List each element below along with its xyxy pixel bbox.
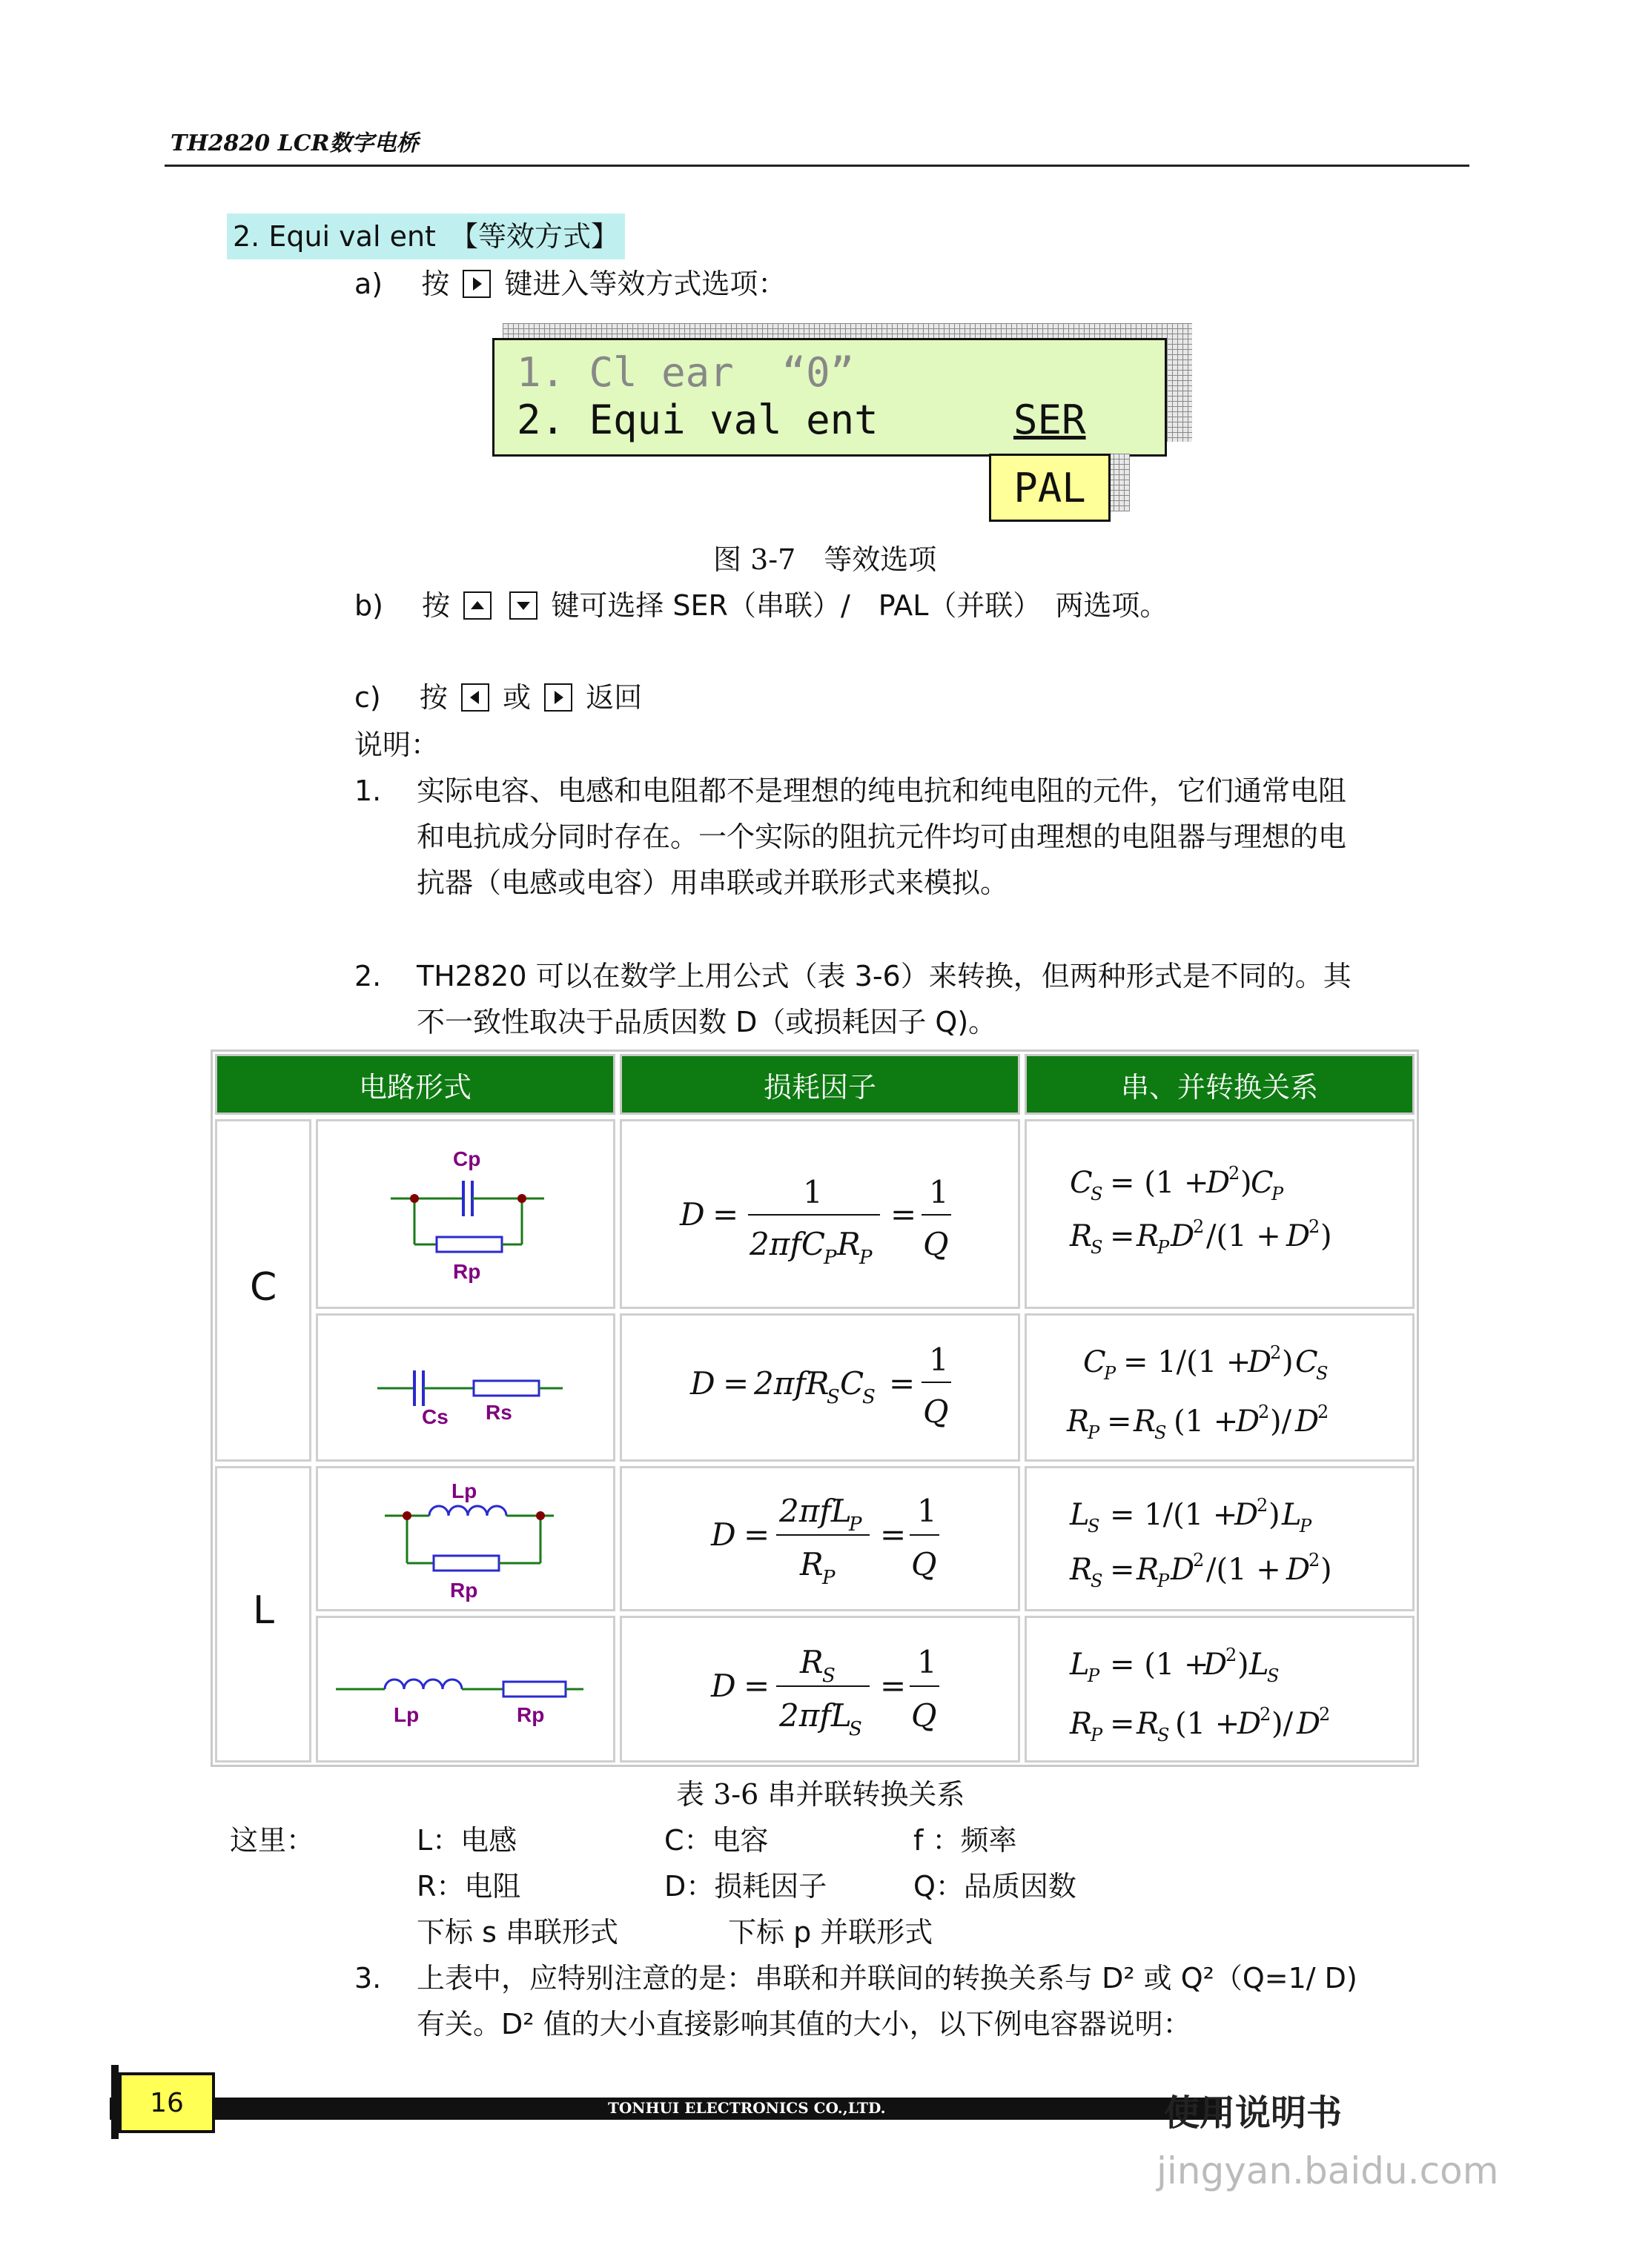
svg-text:Q: Q [911,1697,937,1734]
table-header-conversion: 串、并转换关系 [1025,1054,1415,1115]
svg-text:=: = [1107,1405,1132,1439]
svg-text:S: S [1088,1516,1100,1536]
series-rl-circuit-icon [318,1618,615,1762]
note2-line1: TH2820 可以在数学上用公式（表 3-6）来转换，但两种形式是不同的。其 [417,960,1352,992]
svg-text:1: 1 [803,1174,823,1210]
svg-text:P: P [1091,1725,1103,1745]
svg-text:2: 2 [1319,1704,1331,1725]
svg-text:D: D [1203,1648,1228,1682]
header-title: TH2820 LCR数字电桥 [171,130,419,156]
step-c [354,674,642,720]
svg-text:D: D [1171,1219,1195,1253]
svg-text:C: C [840,1365,864,1402]
svg-text:2: 2 [1309,1550,1320,1571]
svg-text:R: R [800,1644,824,1680]
step-b-post: 键可选择 SER（串联）/ PAL（并联） 两选项。 [551,589,1168,622]
note3-line1: 上表中，应特别注意的是：串联和并联间的转换关系与 D² 或 Q²（Q=1/ D) [417,1962,1357,1995]
svg-text:S: S [827,1386,840,1408]
footer-tab [111,2065,119,2139]
svg-text:D: D [1248,1345,1272,1379]
svg-text:D: D [1237,1707,1262,1741]
label-rp-l: Rp [450,1579,478,1602]
svg-text:=: = [744,1668,770,1704]
legend-c: C：电容 [664,1824,769,1857]
svg-text:1: 1 [917,1644,937,1680]
svg-text:L: L [1070,1648,1090,1682]
svg-text:): ) [1320,1553,1332,1587]
svg-text:/(1 +: /(1 + [1206,1219,1281,1253]
note1-line3: 抗器（电感或电容）用串联或并联形式来模拟。 [417,866,1009,899]
svg-text:P: P [849,1513,862,1536]
svg-text:2: 2 [1270,1342,1282,1363]
footer-manual-title: 使用说明书 [1164,2092,1343,2134]
svg-text:D: D [1286,1219,1311,1253]
label-rp: Rp [453,1260,481,1283]
svg-text:D: D [690,1365,715,1402]
svg-text:D: D [680,1196,705,1233]
svg-text:2: 2 [1193,1550,1205,1571]
svg-text:P: P [1157,1237,1170,1258]
svg-text:C: C [1083,1345,1106,1379]
right-key-icon [463,270,491,298]
circuit-cell-ls [316,1616,615,1763]
svg-text:S: S [1091,1237,1103,1258]
label-rp-s: Rp [517,1703,545,1726]
svg-text:= 1/(1 +: = 1/(1 + [1110,1498,1238,1532]
svg-text:D: D [1206,1166,1231,1200]
lcd-line1: 1. Cl ear “0” [517,349,855,396]
svg-text:): ) [1268,1498,1280,1532]
svg-text:=: = [1110,1219,1135,1253]
right-key-icon [544,683,572,712]
svg-text:=: = [712,1196,739,1233]
conversion-cell-ls [1025,1616,1415,1763]
svg-text:): ) [1240,1166,1252,1200]
label-cp: Cp [453,1147,481,1170]
loss-cell-cs [620,1313,1020,1462]
step-b [354,583,1168,629]
svg-text:L: L [1070,1498,1090,1532]
formula-d-ls [622,1618,1019,1762]
svg-text:D: D [1171,1553,1195,1587]
svg-text:2: 2 [1257,1495,1268,1516]
legend-r: R：电阻 [417,1870,521,1903]
step-b-pre: 按 [422,589,451,622]
svg-text:P: P [1300,1516,1312,1536]
svg-text:C: C [1295,1345,1318,1379]
legend-sub-p: 下标 p 并联形式 [728,1916,933,1949]
group-cell-c [215,1119,311,1462]
left-key-icon [461,683,489,712]
legend-intro: 这里： [230,1824,315,1857]
svg-text:D: D [711,1516,736,1553]
formula-d-lp [622,1468,1019,1611]
svg-text:=: = [723,1365,750,1402]
svg-text:D: D [1234,1498,1259,1532]
loss-cell-ls [620,1616,1020,1763]
svg-text:P: P [1104,1363,1116,1384]
svg-text:2: 2 [1193,1216,1205,1237]
svg-text:R: R [1137,1553,1159,1587]
lcd-option-pal: PAL [989,454,1111,522]
label-lp-s: Lp [394,1703,420,1726]
section-heading: 2. Equi val ent 【等效方式】 [227,213,625,259]
svg-text:1: 1 [929,1342,949,1378]
step-c-label: c) [354,681,381,714]
svg-text:L: L [1249,1648,1269,1682]
svg-text:R: R [837,1226,861,1262]
svg-text:): ) [1320,1219,1332,1253]
svg-text:S: S [822,1665,836,1687]
svg-text:S: S [1091,1571,1103,1591]
svg-text:(1 +: (1 + [1175,1707,1240,1741]
svg-text:S: S [1154,1422,1167,1443]
svg-text:=: = [1110,1707,1135,1741]
svg-text:/(1 +: /(1 + [1206,1553,1281,1587]
svg-text:R: R [1070,1707,1093,1741]
svg-text:2πfL: 2πfL [779,1697,852,1734]
formula-d-cp [622,1121,1019,1307]
note2-num: 2. [354,960,382,992]
table-header-loss: 损耗因子 [620,1054,1020,1115]
down-key-icon [509,591,537,620]
svg-text:R: R [1134,1405,1157,1439]
note1-num: 1. [354,775,382,807]
svg-text:=: = [890,1196,917,1233]
note2-line2: 不一致性取决于品质因数 D（或损耗因子 Q)。 [417,1006,997,1038]
lcd-line2: 2. Equi val ent [517,397,879,443]
circuit-cell-cs [316,1313,615,1462]
svg-text:R: R [1067,1405,1090,1439]
svg-text:2πfC: 2πfC [750,1226,826,1262]
svg-text:Q: Q [911,1546,937,1582]
svg-text:P: P [1088,1665,1100,1686]
group-cell-l [215,1466,311,1763]
table-caption: 表 3-6 串并联转换关系 [676,1778,965,1811]
svg-text:R: R [1070,1219,1093,1253]
table-header-circuit: 电路形式 [215,1054,615,1115]
svg-text:C: C [1251,1166,1274,1200]
figure-caption: 图 3-7 等效选项 [713,543,937,576]
svg-text:2: 2 [1225,1645,1237,1665]
step-a-label: a) [354,268,383,300]
series-rc-circuit-icon [318,1316,615,1461]
svg-text:R: R [800,1546,824,1582]
svg-text:(1 +: (1 + [1174,1405,1239,1439]
legend-q: Q：品质因数 [913,1870,1076,1903]
step-c-mid: 或 [503,681,532,714]
svg-text:=: = [880,1516,907,1553]
label-lp: Lp [451,1479,477,1502]
note1-line2: 和电抗成分同时存在。一个实际的阻抗元件均可由理想的电阻器与理想的电 [417,820,1347,853]
formula-conv-ls [1027,1618,1414,1762]
circuit-cell-cp [316,1119,615,1309]
svg-text:D: D [1295,1405,1320,1439]
svg-text:R: R [1137,1219,1159,1253]
svg-text:P: P [859,1247,873,1269]
loss-cell-cp [620,1119,1020,1309]
svg-text:Q: Q [923,1393,949,1430]
conversion-cell-cs [1025,1313,1415,1462]
svg-text:D: D [711,1668,736,1704]
legend-f: f ：频率 [913,1824,1017,1857]
svg-text:P: P [824,1247,837,1269]
svg-text:D: D [1297,1707,1321,1741]
svg-text:= 1/(1 +: = 1/(1 + [1123,1345,1251,1379]
svg-text:2πfR: 2πfR [754,1365,830,1402]
svg-text:P: P [822,1567,836,1589]
svg-text:= (1 +: = (1 + [1110,1166,1209,1200]
watermark: jingyan.baidu.com [1157,2149,1499,2192]
svg-text:= (1 +: = (1 + [1110,1648,1209,1682]
formula-conv-cp [1027,1121,1414,1307]
group-label-c: C [250,1265,277,1310]
svg-text:S: S [849,1718,862,1740]
svg-text:): ) [1237,1648,1249,1682]
svg-text:)/: )/ [1270,1405,1292,1439]
note3-line2: 有关。D² 值的大小直接影响其值的大小，以下例电容器说明： [417,2008,1191,2040]
loss-cell-lp [620,1466,1020,1611]
svg-text:1: 1 [917,1493,937,1529]
group-label-l: L [253,1588,274,1633]
step-c-pre: 按 [419,681,448,714]
svg-text:D: D [1286,1553,1311,1587]
footer-company: TONHUI ELECTRONICS CO.,LTD. [608,2099,886,2117]
svg-text:L: L [1282,1498,1302,1532]
svg-text:2: 2 [1228,1163,1240,1184]
svg-text:=: = [880,1668,907,1704]
step-a [354,261,786,307]
label-rs: Rs [486,1401,512,1424]
parallel-rc-circuit-icon [318,1121,615,1307]
step-b-label: b) [354,589,383,622]
svg-text:2: 2 [1260,1704,1271,1725]
svg-text:R: R [1137,1707,1159,1741]
note1-line1: 实际电容、电感和电阻都不是理想的纯电抗和纯电阻的元件，它们通常电阻 [417,775,1347,807]
svg-text:S: S [1091,1184,1103,1204]
step-c-post: 返回 [586,681,643,714]
formula-d-cs [622,1316,1019,1461]
formula-conv-cs [1027,1316,1414,1461]
legend-sub-s: 下标 s 串联形式 [417,1916,618,1949]
conversion-cell-cp [1025,1119,1415,1309]
circuit-cell-lp [316,1466,615,1611]
up-key-icon [463,591,492,620]
svg-text:2πfL: 2πfL [779,1493,852,1529]
svg-text:S: S [1316,1363,1329,1384]
svg-text:=: = [1110,1553,1135,1587]
page-number: 16 [119,2072,215,2133]
svg-text:S: S [1267,1665,1280,1686]
svg-text:S: S [1157,1725,1170,1745]
svg-text:S: S [862,1386,876,1408]
parallel-rl-circuit-icon [318,1468,615,1611]
svg-text:R: R [1070,1553,1093,1587]
svg-text:)/: )/ [1271,1707,1294,1741]
svg-text:D: D [1236,1405,1260,1439]
legend-l: L：电感 [417,1824,517,1857]
svg-text:2: 2 [1258,1402,1270,1422]
label-cs: Cs [422,1405,449,1428]
note3-num: 3. [354,1962,382,1995]
svg-text:2: 2 [1317,1402,1329,1422]
svg-text:C: C [1070,1166,1093,1200]
svg-text:1: 1 [929,1174,949,1210]
lcd-screen [492,338,1167,457]
header-rule [165,165,1469,167]
svg-text:2: 2 [1309,1216,1320,1237]
svg-text:): ) [1282,1345,1294,1379]
svg-text:P: P [1088,1422,1100,1443]
step-a-pre: 按 [421,268,450,300]
svg-text:=: = [889,1365,916,1402]
conversion-cell-lp [1025,1466,1415,1611]
legend-d: D：损耗因子 [664,1870,827,1903]
lcd-value-ser: SER [1013,397,1086,443]
svg-text:=: = [744,1516,770,1553]
step-a-post: 键进入等效方式选项： [504,268,787,300]
svg-text:Q: Q [923,1226,949,1262]
svg-text:P: P [1157,1571,1170,1591]
formula-conv-lp [1027,1468,1414,1611]
note-title: 说明： [354,729,440,761]
svg-text:P: P [1271,1184,1284,1204]
